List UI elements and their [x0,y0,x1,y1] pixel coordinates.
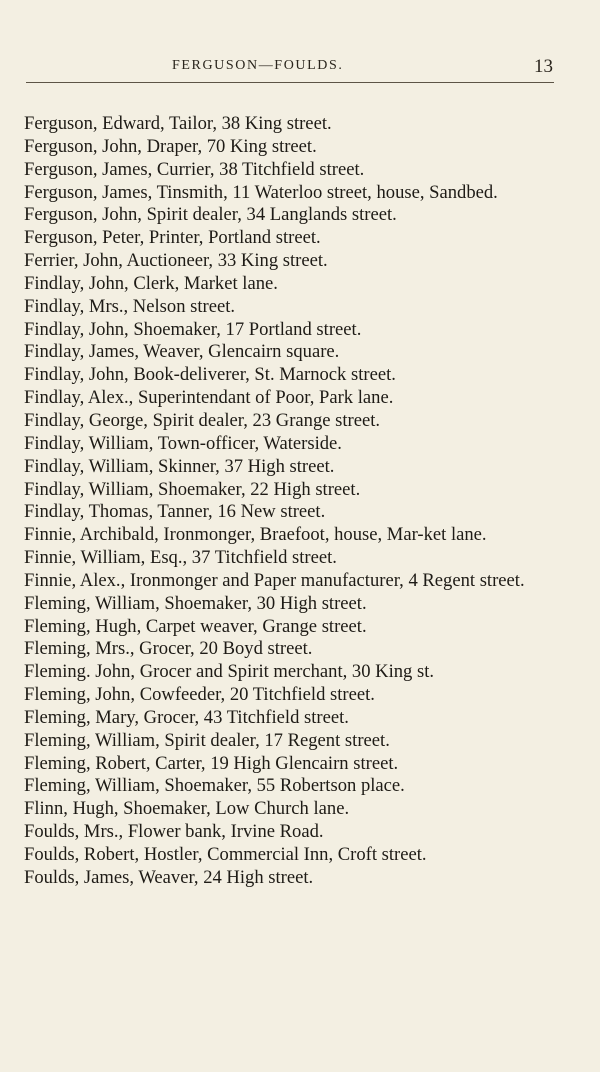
running-head: FERGUSON—FOULDS. [172,58,344,73]
directory-entry: Ferguson, Peter, Printer, Portland street. [24,227,321,249]
directory-entry: Fleming, William, Shoemaker, 30 High street. [24,592,367,614]
directory-entry: Ferguson, James, Tinsmith, 11 Waterloo street, house, Sandbed. [24,181,498,203]
directory-entry: Ferguson, James, Currier, 38 Titchfield street. [24,158,365,180]
directory-entry: Findlay, Mrs., Nelson street. [24,295,236,317]
directory-entry: Findlay, John, Clerk, Market lane. [24,272,278,294]
directory-entry: Finnie, Archibald, Ironmonger, Braefoot, house, Mar-ket lane. [24,524,487,546]
directory-entry: Flinn, Hugh, Shoemaker, Low Church lane. [24,798,350,820]
header-rule [26,82,554,83]
directory-entry: Foulds, Mrs., Flower bank, Irvine Road. [24,821,324,843]
directory-entry: Finnie, William, Esq., 37 Titchfield street. [24,547,337,569]
page-header [0,58,600,80]
directory-entry: Findlay, Alex., Superintendant of Poor, Park lane. [24,387,394,409]
directory-entry: Foulds, James, Weaver, 24 High street. [24,866,314,888]
directory-entry: Fleming. John, Grocer and Spirit merchant, 30 King st. [24,661,435,683]
directory-entry: Findlay, Thomas, Tanner, 16 New street. [24,501,326,523]
directory-entry: Fleming, William, Spirit dealer, 17 Regent street. [24,729,390,751]
directory-entry: Findlay, William, Town-officer, Waterside. [24,432,342,454]
directory-entry: Fleming, William, Shoemaker, 55 Robertson place. [24,775,405,797]
directory-entry: Fleming, Mrs., Grocer, 20 Boyd street. [24,638,313,660]
directory-entry: Foulds, Robert, Hostler, Commercial Inn, Croft street. [24,844,427,865]
directory-entry: Findlay, George, Spirit dealer, 23 Grange street. [24,409,381,431]
directory-entry: Fleming, Robert, Carter, 19 High Glencairn street. [24,752,399,774]
directory-entries [24,113,560,890]
directory-entry: Fleming, Mary, Grocer, 43 Titchfield street. [24,706,349,728]
page-number: 13 [534,56,553,77]
directory-entry: Ferrier, John, Auctioneer, 33 King street. [24,250,328,272]
directory-entry: Findlay, William, Skinner, 37 High street. [24,455,335,477]
directory-entry: Ferguson, Edward, Tailor, 38 King street. [24,113,332,134]
directory-entry: Findlay, John, Shoemaker, 17 Portland street. [24,318,362,340]
directory-entry: Findlay, James, Weaver, Glencairn square. [24,341,340,363]
directory-entry: Fleming, Hugh, Carpet weaver, Grange street. [24,615,367,637]
directory-entry: Findlay, William, Shoemaker, 22 High street. [24,478,361,500]
directory-entry: Finnie, Alex., Ironmonger and Paper manufacturer, 4 Regent street. [24,569,525,591]
directory-entry: Findlay, John, Book-deliverer, St. Marnock street. [24,364,396,386]
directory-entry: Fleming, John, Cowfeeder, 20 Titchfield street. [24,684,375,706]
directory-entry: Ferguson, John, Draper, 70 King street. [24,135,317,157]
directory-entry: Ferguson, John, Spirit dealer, 34 Langlands street. [24,204,397,226]
